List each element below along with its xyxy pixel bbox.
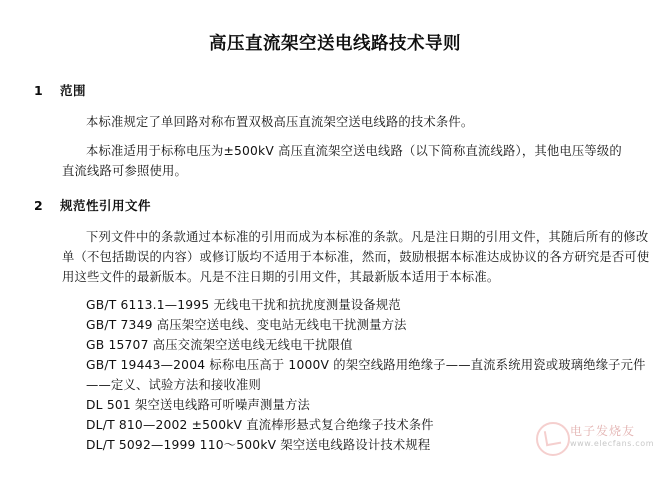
paragraph: 本标准规定了单回路对称布置双极高压直流架空送电线路的技术条件。 <box>86 115 474 129</box>
watermark-brand: 电子发烧友 <box>570 424 636 438</box>
reference-item: GB/T 6113.1—1995 无线电干扰和抗扰度测量设备规范 <box>86 298 401 313</box>
clause-heading <box>0 196 670 214</box>
clause-title: 范围 <box>60 83 87 98</box>
watermark-site: www.elecfans.com <box>570 439 655 448</box>
document-page <box>0 30 670 480</box>
reference-item: DL/T 810—2002 ±500kV 直流棒形悬式复合绝缘子技术条件 <box>86 417 434 432</box>
paragraph: 本标准适用于标称电压为±500kV 高压直流架空送电线路（以下简称直流线路），其他电压等级的直流线路可参照使用。 <box>62 143 622 178</box>
page-title: 高压直流架空送电线路技术导则 <box>209 34 461 54</box>
section-scope <box>0 81 670 182</box>
section-normative-references <box>0 196 670 456</box>
clause-number: 1 <box>34 83 43 98</box>
reference-item: GB 15707 高压交流架空送电线无线电干扰限值 <box>86 338 353 353</box>
clause-number: 2 <box>34 197 43 213</box>
reference-item: GB/T 19443—2004 标称电压高于 1000V 的架空线路用绝缘子——直流系统用瓷或玻璃绝缘子元件——定义、试验方法和接收准则 <box>86 358 646 393</box>
paragraph: 下列文件中的条款通过本标准的引用而成为本标准的条款。凡是注日期的引用文件，其随后所有的修改单（不包括勘误的内容）或修订版均不适用于本标准，然而，鼓励根据本标准达成协议的各方研究是否可使用这些文件的最新版本。凡是不注日期的引用文件，其最新版本适用于本标准。 <box>62 229 650 284</box>
reference-item: DL 501 架空送电线路可听噪声测量方法 <box>86 397 310 412</box>
clause-title: 规范性引用文件 <box>60 197 152 213</box>
reference-item: DL/T 5092—1999 110～500kV 架空送电线路设计技术规程 <box>86 437 431 452</box>
reference-item: GB/T 7349 高压架空送电线、变电站无线电干扰测量方法 <box>86 318 407 333</box>
clause-heading <box>0 81 670 99</box>
